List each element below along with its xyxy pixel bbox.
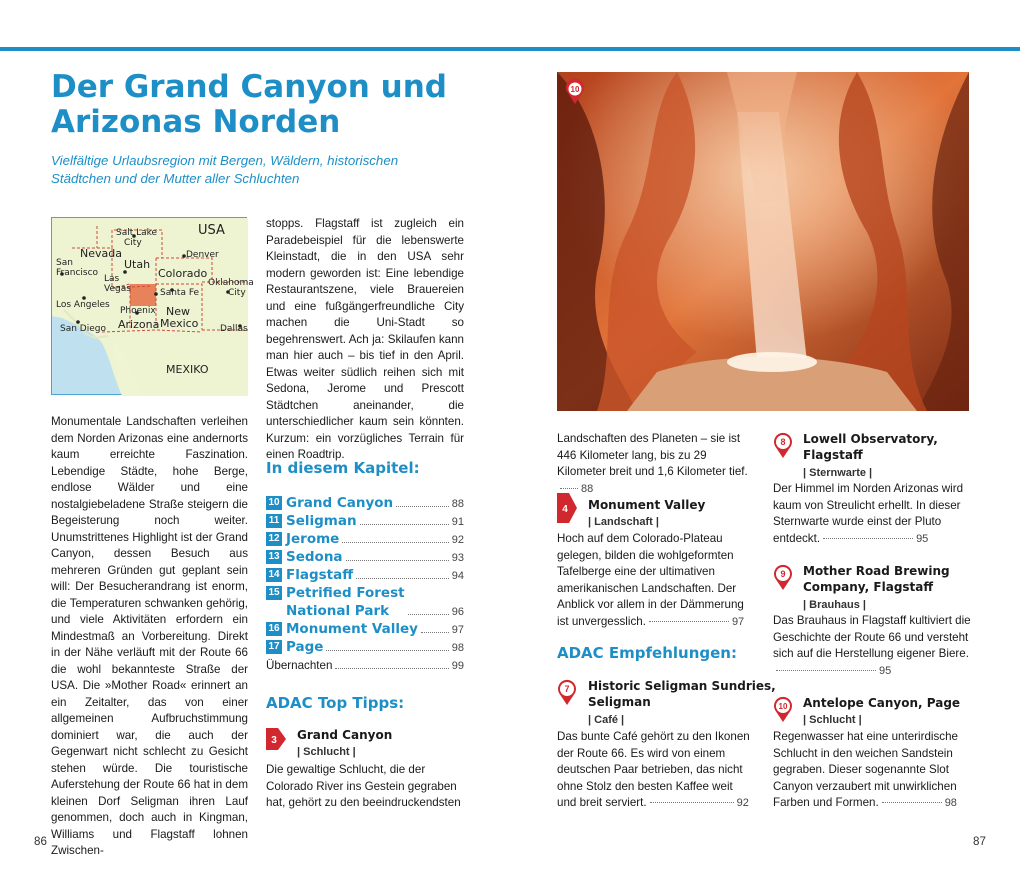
toc-name: Sedona [286,549,343,565]
map-label-utah: Utah [124,258,151,271]
toc-name: Page [286,639,324,655]
toc-number: 17 [266,640,282,654]
recommendation-page: 98 [944,797,957,809]
map-label-colorado: Colorado [158,267,208,280]
recommendation-category: | Schlucht | [803,714,862,726]
page-number-right: 87 [973,835,986,848]
recommendation-page: 92 [736,797,749,809]
toc-page: 92 [451,534,464,546]
recommendation-body: Regenwasser hat eine unterirdische Schlucht in den weichen Sandstein gegraben. Dieser sogenannte Slot Canyon verzaubert mit unwirklichen Farben und Formen. [773,730,958,809]
map-label-oklahoma: Oklahoma [208,278,254,288]
recommendation-title: Antelope Canyon, Page [803,696,961,710]
recommendation-title-line-2: Company, Flagstaff [803,580,934,594]
map-label-phoenix: Phoenix [120,306,156,316]
map-label-salt-lake: Salt Lake [116,228,158,238]
toc-number: 14 [266,568,282,582]
recommendation-page: 95 [879,664,892,677]
toc-number: 13 [266,550,282,564]
toc-name: Flagstaff [286,567,354,583]
toc-item-flagstaff[interactable] [266,566,464,584]
region-map [51,217,254,395]
map-label-san-diego: San Diego [60,324,106,334]
map-label-francisco: Francisco [56,268,99,278]
toc-item-jerome[interactable] [266,530,464,548]
toc-page: 94 [451,570,464,582]
toc-item-uebernachten[interactable] [266,656,464,674]
toc-page: 96 [451,606,464,618]
page-title [51,70,471,140]
photo-graphic [557,72,969,411]
toc-name-line-2: National Park [286,603,390,619]
recommendation-body: Das bunte Café gehört zu den Ikonen der Route 66. Es wird von einem deutschen Paar betrieben, das nicht ohne Stolz den besten Kaffee weit und breit serviert. [557,730,750,809]
recommendation-category: | Sternwarte | [803,467,873,479]
map-label-usa: USA [198,223,225,238]
map-label-los-angeles: Los Angeles [56,300,110,310]
toc-name: Seligman [286,513,357,529]
toc-number: 10 [266,496,282,510]
map-label-mexico: Mexico [160,317,199,330]
chapter-heading: In diesem Kapitel: [266,459,420,477]
recommendation-number: 9 [780,569,786,579]
intro-column-2 [266,216,464,464]
recommendation-pin-icon [773,432,793,458]
map-label-mexiko: MEXIKO [166,363,209,376]
recommendation-title-line-2: Flagstaff [803,448,863,462]
recommendation-title-line-1: Lowell Observatory, [803,432,938,446]
recommendation-title-line-1: Mother Road Brewing [803,564,950,578]
toc-item-grand-canyon[interactable] [266,494,464,512]
photo-pin-number: 10 [570,85,580,94]
recommendation-title [803,431,938,463]
recommendation-title [803,563,950,595]
toc-name: Grand Canyon [286,495,394,511]
recommendation-title [588,678,776,710]
title-line-1: Der Grand Canyon und [51,69,447,105]
recommendation-text [773,613,971,679]
antelope-canyon-photo [557,72,969,411]
map-label-nevada: Nevada [80,247,122,260]
toc-page: 93 [451,552,464,564]
page-subtitle: Vielfältige Urlaubsregion mit Bergen, Wäldern, historischen Städtchen und der Mutter aller Schluchten [51,153,399,186]
toc-page: 97 [451,624,464,636]
toc-number: 11 [266,514,282,528]
map-label-las: Las [104,274,120,284]
map-label-arizona: Arizona [118,318,160,331]
recommendations-heading: ADAC Empfehlungen: [557,644,737,662]
intro-paragraph-continued: stopps. Flagstaff ist zugleich ein Paradebeispiel für die lebenswerte Kleinstadt, die in den USA sehr modern geworden ist: Eine lebendige Restaurantszene, viele Brauereien und eine fußgängerfreundliche City machen die Uni-Stadt so begehrenswert. Ach ja: Skilaufen kann man hier auch – bis tief in den April. Etwas weiter südlich reihen sich mit Sedona, Jerome und Prescott Städtchen aneinander, die unterschiedlicher kaum sein könnten. Kurzum: ein vorzügliches Terrain für einen Roadtrip. [266,217,464,461]
toc-name: Übernachten [266,659,333,672]
top-tip-category: | Landschaft | [588,516,659,528]
top-tip-number: 3 [271,735,277,746]
intro-column-1 [51,414,248,860]
map-label-denver: Denver [186,250,219,260]
recommendation-title-line-1: Historic Seligman Sundries, [588,679,776,693]
map-label-oklahoma-city: City [228,288,246,298]
top-tip-body: Hoch auf dem Colorado-Plateau gelegen, bilden die wohlgeformten Tafelberge eine der ultimativen amerikanischen Landschaften. Der Anblick vor allem in der Dämmerung ist unvergesslich. [557,532,744,628]
toc-page: 88 [451,498,464,510]
recommendation-body: Das Brauhaus in Flagstaff kultiviert die Geschichte der Route 66 und versteht sich auf die Herstellung eigener Biere. [773,614,971,660]
map-label-vegas: Vegas [104,284,131,294]
toc-item-page[interactable] [266,638,464,656]
top-tip-marker-icon [266,728,286,750]
recommendation-text [773,481,971,547]
top-tip-text-cont: Landschaften des Planeten – sie ist 446 Kilometer lang, bis zu 29 Kilometer breit und 1,6 Kilometer tief. [557,432,748,478]
toc-number: 16 [266,622,282,636]
photo-map-pin-icon [566,80,584,104]
toc-number: 15 [266,586,282,600]
recommendation-pin-icon [773,564,793,590]
intro-paragraph: Monumentale Landschaften verleihen dem Norden Arizonas eine andernorts kaum erreichte Faszination. Lebendige Städte, hohe Berge, endlose Wälder und eine nostalgiebeladene Straße steigern die Begeisterung noch weiter. Unumstrittenes Highlight ist der Grand Canyon, dessen Besuch aus mehreren Gründen gut geplant sein will: Der Besucherandrang ist enorm, die Temperaturen schwanken gehörig, und viele Aktivitäten erfordern ein Mindestmaß an Vorbereitung. Direkt in der Nähe verläuft mit der Route 66 die wohl bekannteste Straße der USA. Die »Mother Road« erinnert an ein Zeitalter, das von einer allgemeinen Aufbruchstimmung dominiert war, die auch der Gegenwart nicht schlecht zu Gesicht stehen würde. Die touristische Auferstehung der Route 66 hat in dem kleinen Dorf Seligman ihren Lauf genommen, doch auch in Kingman, Williams und Flagstaff lohnen Zwischen- [51,415,248,857]
toc-item-seligman[interactable] [266,512,464,530]
map-label-salt-lake-city: City [124,238,142,248]
toc-number: 12 [266,532,282,546]
recommendation-body: Der Himmel im Norden Arizonas wird kaum von Streulicht erhellt. In dieser Sternwarte wurde einst der Pluto entdeckt. [773,482,964,545]
toc-item-monument-valley[interactable] [266,620,464,638]
map-label-san: San [56,258,73,268]
toc-name: Monument Valley [286,621,418,637]
top-tip-text: Die gewaltige Schlucht, die der Colorado River ins Gestein gegraben hat, gehört zu den beeindruckendsten [266,763,461,809]
recommendation-page: 95 [916,532,929,545]
recommendation-pin-icon [773,696,793,722]
top-tip-page: 88 [581,482,594,495]
top-tip-title: Grand Canyon [297,728,393,742]
top-tip-text-continued [557,431,755,497]
recommendation-pin-icon [557,679,577,705]
top-tip-category: | Schlucht | [297,746,356,758]
title-line-2: Arizonas Norden [51,104,341,140]
top-tips-heading: ADAC Top Tipps: [266,694,405,712]
recommendation-number: 8 [780,437,786,447]
recommendation-text [773,729,971,812]
toc-name [286,584,405,620]
recommendation-text [557,729,755,812]
top-tip-text [557,531,755,630]
top-tip-marker-icon [557,493,577,523]
toc-name-line-1: Petrified Forest [286,585,405,601]
recommendation-category: | Brauhaus | [803,599,867,611]
page-number-left: 86 [34,835,47,848]
map-label-santa-fe: Santa Fe [160,288,200,298]
map-label-dallas: Dallas [220,324,248,334]
recommendation-number: 7 [564,684,570,694]
top-tip-number: 4 [562,504,568,515]
top-tip-title: Monument Valley [588,498,706,512]
toc-item-petrified-forest[interactable] [266,584,464,620]
toc-page: 91 [451,516,464,528]
map-label-new: New [166,305,190,318]
toc-name: Jerome [286,531,340,547]
toc-item-sedona[interactable] [266,548,464,566]
recommendation-title-line-2: Seligman [588,695,651,709]
recommendation-category: | Café | [588,714,625,726]
chapter-toc [266,494,464,674]
toc-page: 99 [451,660,464,672]
recommendation-number: 10 [778,702,788,711]
toc-page: 98 [451,642,464,654]
top-tip-page: 97 [731,615,745,628]
header-rule [0,47,1020,51]
